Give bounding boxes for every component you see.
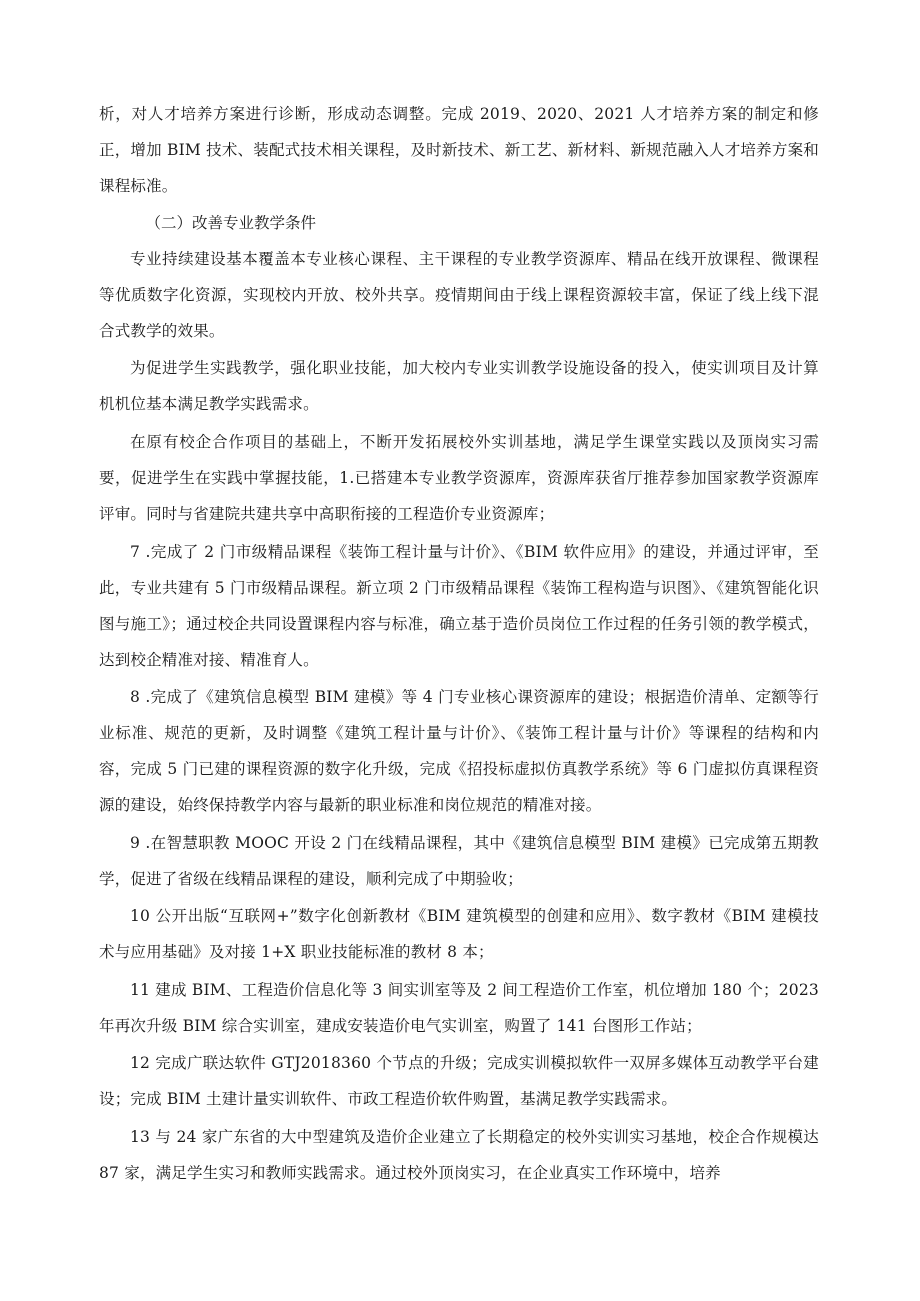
paragraph-talent-plan-revision: 析，对人才培养方案进行诊断，形成动态调整。完成 2019、2020、2021 人才培养方案的制定和修正，增加 BIM 技术、装配式技术相关课程，及时新技术、新工艺、新材料、新规范融入人才培养方案和课程标准。: [99, 105, 819, 195]
paragraph-digital-resources: 专业持续建设基本覆盖本专业核心课程、主干课程的专业教学资源库、精品在线开放课程、微课程等优质数字化资源，实现校内开放、校外共享。疫情期间由于线上课程资源较丰富，保证了线上线下混合式教学的效果。: [99, 250, 819, 340]
paragraph-school-enterprise: 在原有校企合作项目的基础上，不断开发拓展校外实训基地，满足学生课堂实践以及顶岗实习需要，促进学生在实践中掌握技能，1.已搭建本专业教学资源库，资源库获省厅推荐参加国家教学资源库评审。同时与省建院共建共享中高职衔接的工程造价专业资源库；: [99, 433, 819, 523]
paragraph-practice-teaching: 为促进学生实践教学，强化职业技能，加大校内专业实训教学设施设备的投入，使实训项目及计算机机位基本满足教学实践需求。: [99, 359, 819, 413]
paragraph-item-13: 13 与 24 家广东省的大中型建筑及造价企业建立了长期稳定的校外实训实习基地，校企合作规模达 87 家，满足学生实习和教师实践需求。通过校外顶岗实习，在企业真实工作环境中，培养: [99, 1128, 819, 1182]
paragraph-item-9: 9 .在智慧职教 MOOC 开设 2 门在线精品课程，其中《建筑信息模型 BIM 建模》已完成第五期教学，促进了省级在线精品课程的建设，顺利完成了中期验收；: [99, 834, 819, 888]
paragraph-item-7: 7 .完成了 2 门市级精品课程《装饰工程计量与计价》、《BIM 软件应用》的建设，并通过评审，至此，专业共建有 5 门市级精品课程。新立项 2 门市级精品课程《装饰工程构造与识图》、《建筑智能化识图与施工》；通过校企共同设置课程内容与标准，确立基于造价员岗位工作过程的任务引领的教学模式，达到校企精准对接、精准育人。: [99, 543, 819, 669]
paragraph-item-8: 8 .完成了《建筑信息模型 BIM 建模》等 4 门专业核心课资源库的建设；根据造价清单、定额等行业标准、规范的更新，及时调整《建筑工程计量与计价》、《装饰工程计量与计价》等课程的结构和内容，完成 5 门已建的课程资源的数字化升级，完成《招投标虚拟仿真教学系统》等 6 门虚拟仿真课程资源的建设，始终保持教学内容与最新的职业标准和岗位规范的精准对接。: [99, 688, 819, 814]
paragraph-item-10: 10 公开出版“互联网+”数字化创新教材《BIM 建筑模型的创建和应用》、数字教材《BIM 建模技术与应用基础》及对接 1+X 职业技能标准的教材 8 本；: [99, 907, 819, 961]
paragraph-item-12: 12 完成广联达软件 GTJ2018360 个节点的升级；完成实训模拟软件一双屏多媒体互动教学平台建设；完成 BIM 土建计量实训软件、市政工程造价软件购置，基满足教学实践需求。: [99, 1054, 819, 1108]
paragraph-item-11: 11 建成 BIM、工程造价信息化等 3 间实训室等及 2 间工程造价工作室，机位增加 180 个；2023 年再次升级 BIM 综合实训室，建成安装造价电气实训室，购置了 141 台图形工作站；: [99, 981, 819, 1035]
section-heading-teaching-conditions: （二）改善专业教学条件: [145, 214, 317, 232]
